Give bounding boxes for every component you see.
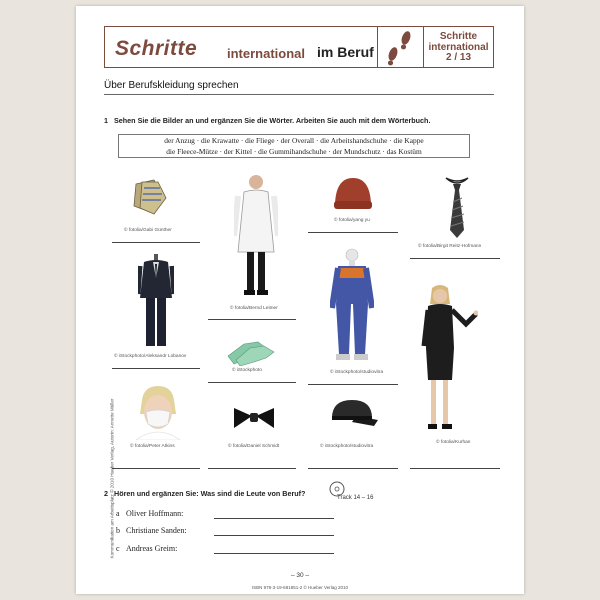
side-copyright: Kommunikation am Arbeitsplatz © 2010 Hueber Verlag, Autorin: Annette Müller — [109, 398, 115, 559]
answer-b-letter: b — [116, 526, 120, 535]
footprints-icon — [377, 27, 422, 67]
cap-image — [326, 396, 378, 433]
answer-line-tie[interactable] — [410, 258, 500, 259]
task-2-instruction — [104, 489, 305, 498]
word-box — [118, 134, 470, 158]
suit-image — [138, 254, 174, 355]
answer-b — [116, 526, 187, 535]
credit-beanie: © fotolia/yang yu — [334, 218, 370, 223]
task-1-text: Sehen Sie die Bilder an und ergänzen Sie die Wörter. Arbeiten Sie auch mit dem Wörterbuch. — [114, 116, 431, 125]
task-2-text: Hören und ergänzen Sie: Was sind die Leute von Beruf? — [114, 489, 306, 498]
face-mask-image — [132, 386, 182, 445]
answer-line-overall[interactable] — [308, 384, 398, 385]
task-1-instruction — [104, 116, 430, 125]
topic-heading: Über Berufskleidung sprechen — [104, 80, 494, 95]
answer-line-suit[interactable] — [112, 368, 200, 369]
brand-subtitle: international — [227, 46, 306, 61]
page-number: – 30 – — [290, 572, 310, 579]
answer-line-cap[interactable] — [308, 468, 398, 469]
brand-im-beruf: im Beruf — [317, 44, 374, 60]
credit-overall: © iStockphoto/studiovitra — [330, 370, 384, 375]
task-2-number: 2 — [104, 489, 108, 498]
credit-woman: © fotolia/Kurhan — [436, 440, 471, 445]
credit-tie: © fotolia/Birgit Reitz-Hofmann — [418, 244, 482, 249]
business-woman-image — [418, 284, 478, 439]
bowtie-image — [232, 406, 276, 435]
volume-label — [423, 27, 493, 67]
answer-a — [116, 509, 183, 518]
credit-doctor: © fotolia/Bernd Leitner — [230, 306, 278, 311]
answer-line-beanie[interactable] — [308, 232, 398, 233]
beanie-image — [332, 174, 374, 217]
answer-c — [116, 544, 177, 553]
answer-line-woman[interactable] — [410, 468, 500, 469]
answer-line-bowtie[interactable] — [208, 468, 296, 469]
word-list-line-1: der Anzug · die Krawatte · die Fliege · der Overall · die Arbeitshandschuhe · die Kappe — [164, 136, 424, 145]
doctor-coat-image — [234, 172, 278, 307]
answer-b-name: Christiane Sanden: — [126, 526, 187, 535]
overall-image — [330, 248, 374, 371]
credit-cap: © iStockphoto/studiovitra — [320, 444, 374, 449]
answer-a-letter: a — [116, 509, 120, 518]
header-box — [104, 26, 494, 68]
worksheet-page — [76, 6, 524, 594]
answer-line-c[interactable] — [214, 553, 334, 554]
brand-title: Schritte — [115, 37, 198, 60]
answer-c-name: Andreas Greim: — [126, 544, 178, 553]
cd-track-icon — [328, 481, 368, 505]
work-gloves-image — [128, 176, 172, 221]
answer-line-doctor[interactable] — [208, 319, 296, 320]
answer-line-a[interactable] — [214, 518, 334, 519]
tie-image — [440, 174, 474, 245]
track-label: Track 14 – 16 — [337, 495, 374, 501]
credit-mask: © fotolia/Peter Atkins — [130, 444, 175, 449]
answer-a-name: Oliver Hoffmann: — [126, 509, 184, 518]
rubber-gloves-image — [226, 336, 276, 371]
credit-gloves: © fotolia/Gabi Günther — [124, 228, 172, 233]
answer-line-mask[interactable] — [112, 468, 200, 469]
word-list-line-2: die Fleece-Mütze · der Kittel · die Gummihandschuhe · der Mundschutz · das Kostüm — [166, 146, 422, 156]
answer-line-b[interactable] — [214, 535, 334, 536]
credit-bowtie: © fotolia/Daniel Schmidt — [228, 444, 280, 449]
answer-line-gloves[interactable] — [112, 242, 200, 243]
isbn-line: ISBN 978-3-19-681851-2 © Hueber Verlag 2010 — [251, 585, 349, 590]
volume-line-1: Schritte — [439, 31, 478, 42]
credit-suit: © iStockphoto/Aleksandr Lobanov — [114, 354, 187, 359]
answer-c-letter: c — [116, 544, 120, 553]
answer-line-rubber-gloves[interactable] — [208, 382, 296, 383]
credit-rubber-gloves: © iStockphoto — [232, 368, 262, 373]
volume-line-3: 2 / 13 — [445, 52, 472, 63]
task-1-number: 1 — [104, 116, 108, 125]
volume-line-2: international — [428, 41, 489, 53]
